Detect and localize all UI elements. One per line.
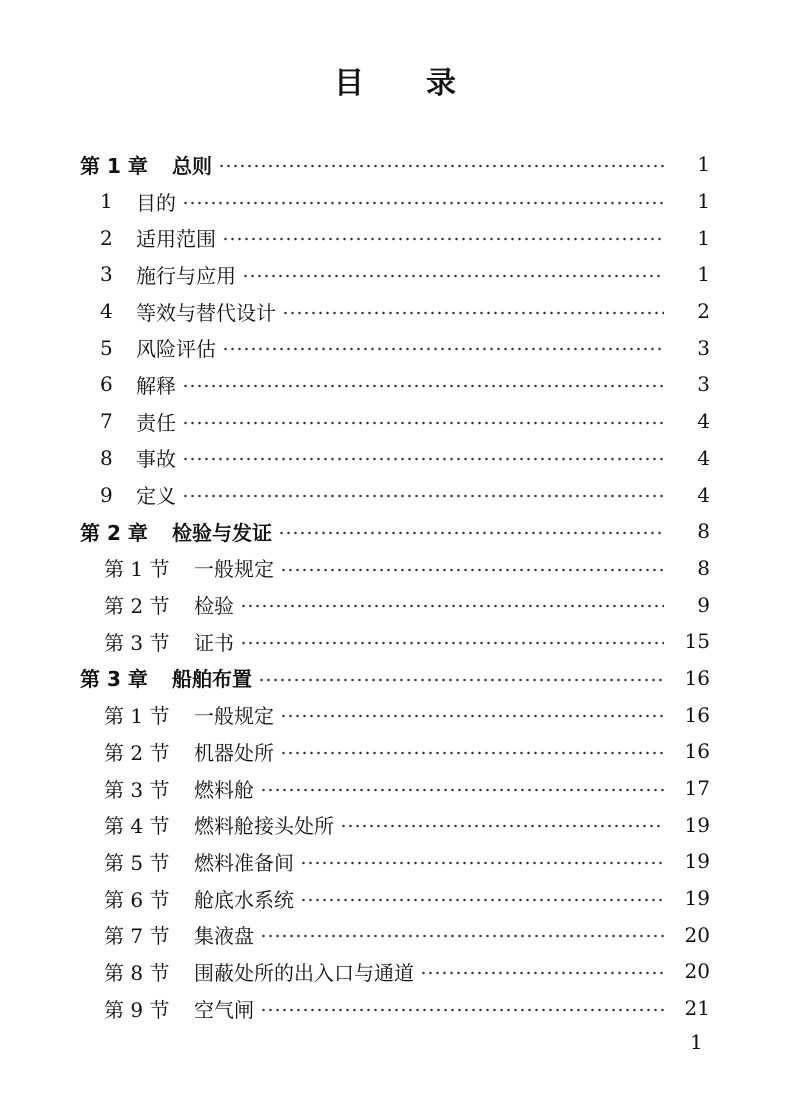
toc-section-row[interactable]: [0, 550, 790, 587]
toc-entry-heading: [0, 627, 234, 656]
toc-entry-number: 2: [100, 225, 113, 250]
toc-entry-number: 5: [100, 335, 113, 360]
toc-entry-page: 3: [697, 335, 710, 360]
toc-entry-number: 7: [100, 409, 113, 434]
toc-entry-page: 20: [684, 922, 710, 947]
toc-entry-heading: [0, 884, 294, 913]
toc-entry-heading: [0, 150, 212, 179]
dot-leader: [218, 154, 664, 174]
toc-entry-heading: [0, 443, 176, 472]
dot-leader: [258, 668, 664, 688]
toc-section-row[interactable]: [0, 770, 790, 807]
toc-entry-number: 第 3 节: [104, 777, 170, 802]
toc-entry-number: 第 4 节: [104, 814, 170, 839]
toc-section-row[interactable]: [0, 843, 790, 880]
toc-entry-page: 17: [684, 776, 710, 801]
toc-entry-page: 19: [684, 886, 710, 911]
toc-entry-number: 8: [100, 445, 113, 470]
toc-entry-label: 机器处所: [194, 740, 274, 765]
toc-entry-label: 等效与替代设计: [136, 300, 276, 325]
dot-leader: [182, 485, 664, 505]
dot-leader: [300, 888, 664, 908]
toc-entry-label: 适用范围: [136, 227, 216, 252]
toc-section-row[interactable]: [0, 586, 790, 623]
toc-section-row[interactable]: [0, 916, 790, 953]
toc-entry-heading: [0, 774, 254, 803]
toc-entry-label: 责任: [136, 410, 176, 435]
toc-section-row[interactable]: [0, 623, 790, 660]
toc-entry-number: 第 3 章: [80, 667, 148, 692]
toc-section-row[interactable]: [0, 696, 790, 733]
toc-entry-label: 检验: [194, 594, 234, 619]
toc-entry-label: 施行与应用: [136, 263, 236, 288]
toc-entry-page: 4: [697, 482, 710, 507]
toc-entry-number: 第 3 节: [104, 630, 170, 655]
toc-chapter-row[interactable]: [0, 513, 790, 550]
toc-entry-number: 第 6 节: [104, 887, 170, 912]
toc-entry-heading: [0, 847, 294, 876]
toc-entry-number: 第 7 节: [104, 924, 170, 949]
toc-entry-label: 风险评估: [136, 337, 216, 362]
toc-item-row[interactable]: [0, 256, 790, 293]
dot-leader: [222, 228, 664, 248]
title-char-2: 录: [426, 66, 456, 101]
toc-section-row[interactable]: [0, 953, 790, 990]
toc-entry-label: 定义: [136, 484, 176, 509]
dot-leader: [240, 631, 664, 651]
toc-entry-heading: [0, 480, 176, 509]
toc-entry-heading: [0, 590, 234, 619]
toc-entry-heading: [0, 187, 176, 216]
toc-entry-number: 第 8 节: [104, 960, 170, 985]
dot-leader: [260, 925, 664, 945]
dot-leader: [240, 595, 664, 615]
dot-leader: [222, 338, 664, 358]
toc-entry-label: 一般规定: [194, 704, 274, 729]
toc-chapter-row[interactable]: [0, 146, 790, 183]
toc-entry-label: 燃料舱: [194, 777, 254, 802]
toc-entry-heading: [0, 957, 414, 986]
toc-entry-label: 围蔽处所的出入口与通道: [194, 960, 414, 985]
toc-entry-heading: [0, 920, 254, 949]
toc-entry-heading: [0, 517, 272, 546]
toc-entry-page: 4: [697, 409, 710, 434]
toc-item-row[interactable]: [0, 366, 790, 403]
dot-leader: [300, 851, 664, 871]
table-of-contents: [0, 146, 790, 1027]
dot-leader: [280, 705, 664, 725]
dot-leader: [280, 558, 664, 578]
dot-leader: [260, 778, 664, 798]
toc-entry-heading: [0, 333, 216, 362]
toc-entry-number: 1: [100, 189, 113, 214]
toc-entry-label: 船舶布置: [172, 667, 252, 692]
toc-entry-label: 燃料舱接头处所: [194, 814, 334, 839]
toc-entry-number: 第 2 节: [104, 740, 170, 765]
toc-entry-heading: [0, 407, 176, 436]
toc-entry-heading: [0, 297, 276, 326]
toc-entry-number: 第 1 节: [104, 557, 170, 582]
toc-entry-page: 2: [697, 299, 710, 324]
toc-entry-page: 4: [697, 445, 710, 470]
toc-item-row[interactable]: [0, 293, 790, 330]
dot-leader: [340, 815, 664, 835]
toc-entry-heading: [0, 994, 254, 1023]
toc-item-row[interactable]: [0, 440, 790, 477]
toc-entry-label: 空气闸: [194, 997, 254, 1022]
toc-entry-page: 3: [697, 372, 710, 397]
toc-entry-number: 第 9 节: [104, 997, 170, 1022]
toc-entry-page: 1: [697, 189, 710, 214]
toc-entry-heading: [0, 663, 252, 692]
toc-entry-page: 15: [684, 629, 710, 654]
toc-entry-label: 燃料准备间: [194, 850, 294, 875]
toc-entry-label: 目的: [136, 190, 176, 215]
toc-entry-number: 9: [100, 482, 113, 507]
dot-leader: [182, 411, 664, 431]
toc-entry-page: 20: [684, 959, 710, 984]
dot-leader: [182, 448, 664, 468]
dot-leader: [278, 521, 664, 541]
toc-entry-label: 一般规定: [194, 557, 274, 582]
toc-entry-label: 总则: [172, 153, 212, 178]
page-title: [0, 58, 790, 102]
toc-entry-heading: [0, 260, 236, 289]
dot-leader: [182, 374, 664, 394]
toc-entry-number: 第 2 章: [80, 520, 148, 545]
toc-entry-heading: [0, 810, 334, 839]
toc-entry-number: 6: [100, 372, 113, 397]
toc-entry-label: 检验与发证: [172, 520, 272, 545]
toc-entry-label: 解释: [136, 373, 176, 398]
title-char-1: 目: [334, 66, 364, 101]
toc-entry-page: 16: [684, 739, 710, 764]
toc-entry-heading: [0, 737, 274, 766]
toc-entry-page: 21: [684, 996, 710, 1021]
toc-entry-heading: [0, 553, 274, 582]
toc-section-row[interactable]: [0, 880, 790, 917]
page-number: 1: [690, 1030, 703, 1054]
toc-item-row[interactable]: [0, 476, 790, 513]
dot-leader: [260, 998, 664, 1018]
toc-entry-number: 4: [100, 299, 113, 324]
toc-section-row[interactable]: [0, 733, 790, 770]
toc-entry-page: 1: [697, 152, 710, 177]
toc-entry-heading: [0, 223, 216, 252]
toc-entry-heading: [0, 700, 274, 729]
dot-leader: [420, 961, 664, 981]
toc-entry-page: 8: [697, 555, 710, 580]
toc-entry-page: 16: [684, 665, 710, 690]
toc-item-row[interactable]: [0, 329, 790, 366]
toc-section-row[interactable]: [0, 806, 790, 843]
toc-entry-label: 集液盘: [194, 924, 254, 949]
toc-entry-page: 16: [684, 702, 710, 727]
toc-entry-page: 1: [697, 262, 710, 287]
toc-entry-page: 8: [697, 519, 710, 544]
toc-item-row[interactable]: [0, 403, 790, 440]
toc-entry-label: 证书: [194, 630, 234, 655]
toc-entry-page: 9: [697, 592, 710, 617]
toc-chapter-row[interactable]: [0, 660, 790, 697]
dot-leader: [242, 264, 664, 284]
toc-entry-heading: [0, 370, 176, 399]
toc-entry-number: 第 1 章: [80, 153, 148, 178]
toc-entry-label: 事故: [136, 447, 176, 472]
toc-entry-label: 舱底水系统: [194, 887, 294, 912]
toc-entry-page: 19: [684, 849, 710, 874]
toc-entry-page: 1: [697, 225, 710, 250]
dot-leader: [280, 741, 664, 761]
toc-item-row[interactable]: [0, 183, 790, 220]
toc-entry-number: 第 1 节: [104, 704, 170, 729]
toc-entry-number: 3: [100, 262, 113, 287]
toc-entry-page: 19: [684, 812, 710, 837]
toc-item-row[interactable]: [0, 219, 790, 256]
toc-entry-number: 第 2 节: [104, 594, 170, 619]
toc-section-row[interactable]: [0, 990, 790, 1027]
dot-leader: [182, 191, 664, 211]
dot-leader: [282, 301, 664, 321]
toc-entry-number: 第 5 节: [104, 850, 170, 875]
